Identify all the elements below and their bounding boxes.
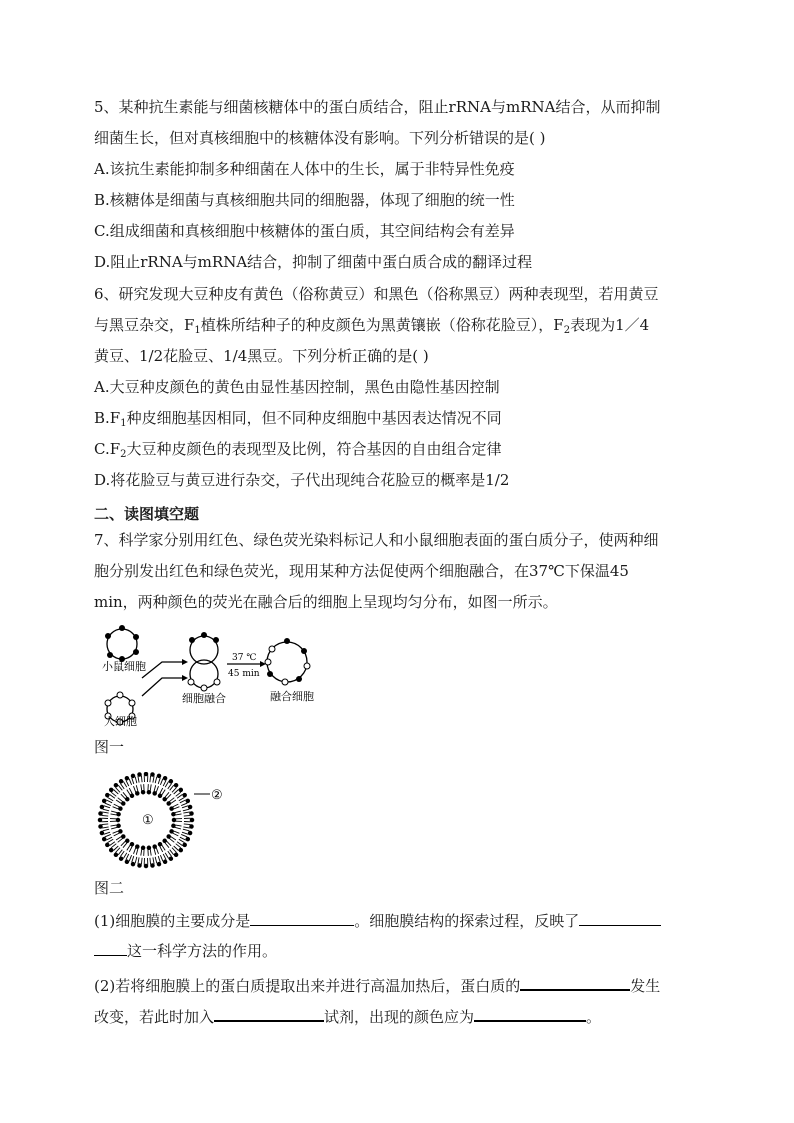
phospholipid-head [100, 831, 104, 835]
q6-subscript: 2 [120, 449, 127, 460]
phospholipid-tail [134, 786, 137, 794]
phospholipid-head [125, 776, 129, 780]
phospholipid-tail [155, 857, 157, 863]
phospholipid-tail [155, 777, 157, 783]
label-time: 45 min [228, 669, 260, 679]
phospholipid-head [99, 812, 103, 816]
phospholipid-head [179, 788, 183, 792]
phospholipid-head [131, 774, 135, 778]
q5-stem-line-1: 5、某种抗生素能与细菌核糖体中的蛋白质结合，阻止rRNA与mRNA结合，从而抑制 [94, 98, 661, 116]
phospholipid-head [157, 862, 161, 866]
phospholipid-tail [138, 857, 139, 864]
phospholipid-tail [153, 776, 154, 783]
q6-subscript: 1 [194, 325, 201, 336]
phospholipid-tail [165, 853, 168, 859]
phospholipid-head [183, 843, 187, 847]
phospholipid-tail [108, 797, 114, 800]
phospholipid-tail [183, 809, 189, 811]
phospholipid-head [163, 776, 167, 780]
phospholipid-tail [106, 837, 112, 840]
q5-option-c: C.组成细菌和真核细胞中核糖体的蛋白质，其空间结构会有差异 [94, 222, 515, 240]
phospholipid-tail [102, 812, 109, 813]
phospholipid-tail [132, 856, 134, 862]
q7-part-2-line-1 [94, 975, 660, 996]
phospholipid-tail [123, 853, 126, 859]
phospholipid-head [151, 864, 155, 868]
q7-part-1-text: (1)细胞膜的主要成分是 [94, 912, 251, 930]
q6-option-c-text: 大豆种皮颜色的表现型及比例，符合基因的自由组合定律 [126, 440, 502, 458]
phospholipid-head [188, 831, 192, 835]
phospholipid-tail [118, 798, 125, 804]
phospholipid-head [186, 799, 190, 803]
label-mouse-cell: 小鼠细胞 [102, 660, 146, 673]
q7-part-2-text: 。 [586, 1008, 602, 1026]
answer-blank-2-cont[interactable] [94, 941, 127, 956]
phospholipid-tail [181, 834, 187, 837]
phospholipid-head [106, 793, 110, 797]
answer-blank-5[interactable] [474, 1006, 586, 1022]
q7-part-2-text: 发生 [630, 977, 661, 995]
phospholipid-head [179, 848, 183, 852]
phospholipid-tail [182, 806, 188, 808]
phospholipid-tail [155, 786, 158, 794]
phospholipid-tail [167, 798, 174, 804]
phospholipid-tail [102, 824, 109, 825]
section-heading: 二、读图填空题 [94, 505, 200, 523]
phospholipid-head [183, 793, 187, 797]
arrow-upper [142, 662, 182, 678]
q6-subscript: 1 [120, 418, 127, 429]
phospholipid-tail [105, 803, 111, 806]
phospholipid-head [190, 812, 194, 816]
phospholipid-head [174, 783, 178, 787]
q6-stem-text: 植株所结种子的种皮颜色为黑黄镶嵌（俗称花脸豆），F [200, 316, 564, 334]
phospholipid-head [138, 773, 142, 777]
phospholipid-tail [182, 832, 188, 834]
phospholipid-tail [144, 784, 145, 793]
phospholipid-tail [126, 780, 129, 786]
label-human-cell: 人细胞 [104, 715, 137, 728]
q6-option-c [94, 439, 502, 459]
phospholipid-head [169, 857, 173, 861]
phospholipid-tail [102, 827, 109, 828]
q6-option-b [94, 408, 502, 428]
q7-part-1-line-1 [94, 911, 661, 931]
phospholipid-head [114, 783, 118, 787]
phospholipid-head [125, 860, 129, 864]
phospholipid-tail [104, 832, 110, 834]
phospholipid-tail [183, 829, 189, 831]
q7-part-1-text: 。细胞膜结构的探索过程，反映了 [354, 912, 580, 930]
q7-part-2-text: (2)若将细胞膜上的蛋白质提取出来并进行高温加热后，蛋白质的 [94, 977, 521, 995]
q5-option-d: D.阻止rRNA与mRNA结合，抑制了细菌中蛋白质合成的翻译过程 [94, 253, 533, 271]
answer-blank-4[interactable] [214, 1006, 324, 1022]
q6-subscript: 2 [563, 325, 571, 336]
phospholipid-head [100, 805, 104, 809]
phospholipid-tail [180, 800, 186, 803]
phospholipid-head [114, 853, 118, 857]
phospholipid-tail [134, 846, 137, 854]
phospholipid-head [163, 860, 167, 864]
phospholipid-tail [179, 797, 185, 800]
phospholipid-tail [118, 837, 125, 843]
phospholipid-head [131, 862, 135, 866]
answer-blank-2[interactable] [579, 911, 661, 926]
phospholipid-tail [108, 839, 114, 842]
q7-stem-line-2: 胞分别发出红色和绿色荧光，现用某种方法促使两个细胞融合，在37℃下保温45 [94, 562, 629, 580]
phospholipid-head [106, 843, 110, 847]
phospholipid-tail [180, 837, 186, 840]
q6-stem-text: 与黑豆杂交，F [94, 316, 195, 334]
phospholipid-tail [141, 858, 142, 865]
q6-option-b-text: B.F [94, 409, 121, 427]
phospholipid-tail [179, 839, 185, 842]
phospholipid-tail [104, 806, 110, 808]
phospholipid-tail [153, 857, 154, 864]
figure-2-caption: 图二 [94, 879, 125, 897]
label-interior: ① [142, 813, 154, 828]
q7-part-2-line-2 [94, 1006, 601, 1027]
phospholipid-tail [132, 778, 134, 784]
label-cell-fusion: 细胞融合 [182, 692, 226, 705]
phospholipid-tail [103, 809, 109, 811]
phospholipid-tail [102, 815, 109, 816]
q6-stem-line-3: 黄豆、1/2花脸豆、1/4黑豆。下列分析正确的是( ) [94, 347, 429, 365]
phospholipid-tail [135, 777, 137, 783]
phospholipid-tail [155, 846, 158, 854]
phospholipid-head [144, 772, 148, 776]
q5-option-b: B.核糖体是细菌与真核细胞共同的细胞器，体现了细胞的统一性 [94, 191, 515, 209]
phospholipid-tail [183, 812, 190, 813]
phospholipid-tail [181, 803, 187, 806]
q7-part-2-text: 改变，若此时加入 [94, 1008, 215, 1026]
phospholipid-tail [106, 800, 112, 803]
phospholipid-tail [167, 837, 174, 843]
phospholipid-head [98, 818, 102, 822]
answer-blank-3[interactable] [520, 975, 630, 991]
phospholipid-tail [129, 779, 132, 785]
label-phospholipid: ② [211, 788, 223, 803]
phospholipid-head [102, 799, 106, 803]
phospholipid-tail [150, 776, 151, 783]
phospholipid-tail [165, 782, 168, 788]
phospholipid-head [144, 864, 148, 868]
phospholipid-head [109, 788, 113, 792]
membrane-bilayer-figure [94, 772, 244, 872]
phospholipid-tail [184, 815, 191, 816]
phospholipid-tail [150, 858, 151, 865]
q7-stem-line-1: 7、科学家分别用红色、绿色荧光染料标记人和小鼠细胞表面的蛋白质分子，使两种细 [94, 531, 659, 549]
phospholipid-head [138, 864, 142, 868]
label-fused-cell: 融合细胞 [270, 690, 314, 703]
phospholipid-tail [160, 779, 163, 785]
phospholipid-tail [138, 776, 139, 783]
cell-fusion-figure [94, 618, 354, 730]
phospholipid-tail [160, 855, 163, 861]
figure-1-caption: 图一 [94, 738, 125, 756]
phospholipid-head [119, 857, 123, 861]
arrow-lower [142, 678, 182, 696]
phospholipid-head [151, 773, 155, 777]
phospholipid-tail [141, 776, 142, 783]
q7-part-2-text: 试剂，出现的颜色应为 [324, 1008, 475, 1026]
phospholipid-tail [163, 780, 166, 786]
phospholipid-tail [105, 834, 111, 837]
phospholipid-tail [144, 847, 145, 856]
phospholipid-head [102, 837, 106, 841]
phospholipid-head [169, 780, 173, 784]
phospholipid-head [99, 825, 103, 829]
q7-part-1-text: 这一科学方法的作用。 [127, 942, 278, 960]
phospholipid-tail [135, 857, 137, 863]
phospholipid-head [174, 853, 178, 857]
phospholipid-head [119, 780, 123, 784]
q7-part-1-line-2 [94, 941, 277, 961]
answer-blank-1[interactable] [250, 911, 354, 926]
phospholipid-tail [183, 827, 190, 828]
phospholipid-tail [184, 824, 191, 825]
phospholipid-head [190, 818, 194, 822]
phospholipid-tail [148, 847, 149, 856]
q5-stem-line-2: 细菌生长，但对真核细胞中的核糖体没有影响。下列分析错误的是( ) [94, 129, 546, 147]
q6-option-b-text: 种皮细胞基因相同，但不同种皮细胞中基因表达情况不同 [126, 409, 502, 427]
q6-stem-line-1: 6、研究发现大豆种皮有黄色（俗称黄豆）和黑色（俗称黑豆）两种表现型，若用黄豆 [94, 285, 659, 303]
label-temperature: 37 ℃ [232, 653, 257, 663]
phospholipid-head [157, 774, 161, 778]
q5-option-a: A.该抗生素能抑制多种细菌在人体中的生长，属于非特异性免疫 [94, 160, 515, 178]
q6-stem-text: 表现为1／4 [570, 316, 650, 334]
phospholipid-tail [163, 854, 166, 860]
q6-option-c-text: C.F [94, 440, 121, 458]
phospholipid-head [186, 837, 190, 841]
q6-stem-line-2 [94, 315, 649, 335]
phospholipid-head [188, 805, 192, 809]
q6-option-d: D.将花脸豆与黄豆进行杂交，子代出现纯合花脸豆的概率是1/2 [94, 471, 510, 489]
q6-option-a: A.大豆种皮颜色的黄色由显性基因控制，黑色由隐性基因控制 [94, 378, 500, 396]
q7-stem-line-3: min，两种颜色的荧光在融合后的细胞上呈现均匀分布，如图一所示。 [94, 593, 558, 611]
phospholipid-tail [129, 855, 132, 861]
phospholipid-tail [126, 854, 129, 860]
phospholipid-tail [158, 856, 160, 862]
phospholipid-tail [158, 778, 160, 784]
phospholipid-tail [148, 784, 149, 793]
phospholipid-head [109, 848, 113, 852]
phospholipid-tail [123, 782, 126, 788]
phospholipid-tail [103, 829, 109, 831]
phospholipid-head [190, 825, 194, 829]
